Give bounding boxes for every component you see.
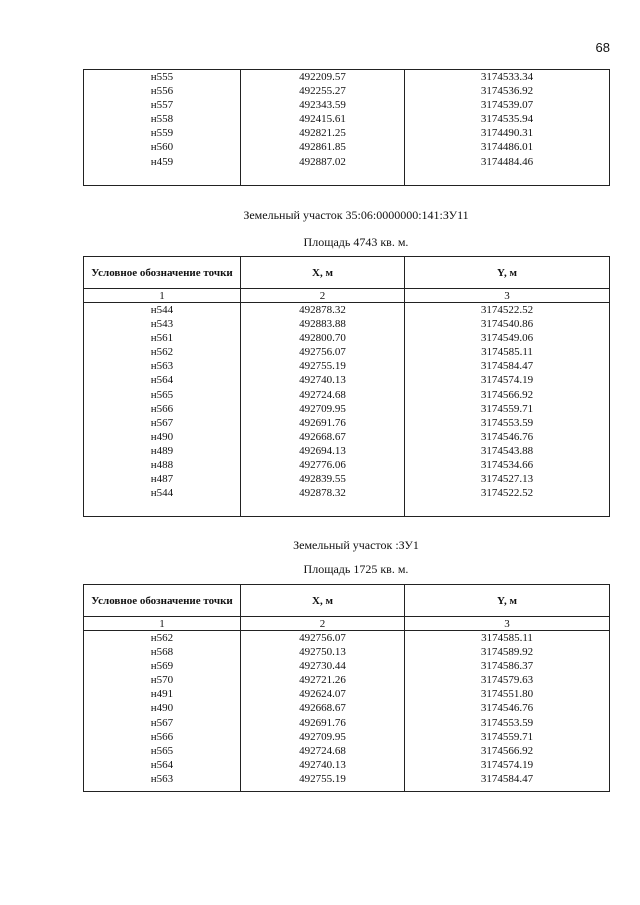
point-name: н487 <box>150 473 174 486</box>
y-value: 3174584.47 <box>480 772 534 785</box>
x-value: 492730.44 <box>299 660 346 673</box>
point-name-column <box>84 70 241 186</box>
point-name: н543 <box>150 318 174 331</box>
y-value: 3174546.76 <box>480 430 534 443</box>
point-name: н569 <box>150 660 174 673</box>
y-value: 3174559.71 <box>480 730 534 743</box>
point-name: н490 <box>150 702 174 715</box>
point-name: н544 <box>150 487 174 500</box>
column-index: 3 <box>405 289 610 303</box>
column-index: 2 <box>241 289 405 303</box>
point-name: н568 <box>150 646 174 659</box>
y-value: 3174551.80 <box>480 688 534 701</box>
point-name: н560 <box>150 141 174 154</box>
y-value: 3174527.13 <box>480 473 534 486</box>
column-index: 2 <box>241 617 405 631</box>
x-value: 492691.76 <box>299 716 346 729</box>
point-name: н556 <box>150 85 174 98</box>
x-value: 492709.95 <box>299 402 346 415</box>
y-value: 3174589.92 <box>480 646 534 659</box>
point-name: н562 <box>150 632 174 644</box>
point-name: н566 <box>150 730 174 743</box>
y-value: 3174490.31 <box>480 127 534 140</box>
y-value: 3174539.07 <box>480 99 534 112</box>
y-value: 3174585.11 <box>481 632 533 644</box>
x-value: 492878.32 <box>299 487 346 500</box>
x-value: 492883.88 <box>299 318 346 331</box>
plot-area: Площадь 1725 кв. м. <box>303 562 409 576</box>
header-point-name: Условное обозначение точки <box>84 257 241 289</box>
point-name: н562 <box>150 346 174 359</box>
x-column <box>241 303 405 517</box>
point-name: н561 <box>150 332 174 345</box>
x-value: 492724.68 <box>299 744 346 757</box>
y-value: 3174522.52 <box>480 304 534 316</box>
x-value: 492800.70 <box>299 332 346 345</box>
coordinates-table-zu11 <box>83 256 610 517</box>
x-value: 492756.07 <box>299 632 346 644</box>
point-name: н563 <box>150 360 174 373</box>
point-name: н488 <box>150 459 174 472</box>
x-value: 492724.68 <box>299 388 346 401</box>
column-index: 1 <box>84 289 241 303</box>
y-value: 3174543.88 <box>480 444 534 457</box>
point-name: н567 <box>150 416 174 429</box>
point-name: н565 <box>150 388 174 401</box>
y-column <box>405 303 610 517</box>
y-value: 3174484.46 <box>480 155 534 168</box>
y-value: 3174585.11 <box>481 346 533 359</box>
x-value: 492861.85 <box>299 141 346 154</box>
point-name: н567 <box>150 716 174 729</box>
y-value: 3174534.66 <box>480 459 534 472</box>
y-value: 3174586.37 <box>480 660 534 673</box>
x-value: 492776.06 <box>299 459 346 472</box>
x-value: 492255.27 <box>299 85 346 98</box>
header-y: Y, м <box>405 585 610 617</box>
x-value: 492415.61 <box>299 113 346 126</box>
x-value: 492755.19 <box>299 772 346 785</box>
x-value: 492721.26 <box>299 674 346 687</box>
point-name: н459 <box>150 155 174 168</box>
y-value: 3174574.19 <box>480 374 534 387</box>
x-value: 492624.07 <box>299 688 346 701</box>
y-value: 3174535.94 <box>480 113 534 126</box>
x-value: 492668.67 <box>299 430 346 443</box>
point-name: н491 <box>150 688 174 701</box>
point-name-column <box>84 631 241 792</box>
x-value: 492750.13 <box>299 646 346 659</box>
y-value: 3174574.19 <box>480 758 534 771</box>
x-value: 492209.57 <box>299 71 346 83</box>
coordinates-table-zu1 <box>83 584 610 792</box>
point-name: н489 <box>150 444 174 457</box>
point-name: н555 <box>150 71 174 83</box>
x-value: 492755.19 <box>299 360 346 373</box>
y-value: 3174536.92 <box>480 85 534 98</box>
point-name: н570 <box>150 674 174 687</box>
plot-area: Площадь 4743 кв. м. <box>303 235 409 249</box>
point-name: н564 <box>150 374 174 387</box>
y-value: 3174553.59 <box>480 416 534 429</box>
header-x: X, м <box>241 257 405 289</box>
point-name: н564 <box>150 758 174 771</box>
x-column <box>241 70 405 186</box>
point-name: н557 <box>150 99 174 112</box>
x-value: 492878.32 <box>299 304 346 316</box>
plot-title: Земельный участок 35:06:0000000:141:ЗУ11 <box>243 208 469 222</box>
y-value: 3174486.01 <box>480 141 534 154</box>
x-value: 492756.07 <box>299 346 346 359</box>
plot-title: Земельный участок :ЗУ1 <box>293 538 419 552</box>
y-value: 3174549.06 <box>480 332 534 345</box>
page-number: 68 <box>595 40 610 55</box>
point-name: н558 <box>150 113 174 126</box>
y-value: 3174566.92 <box>480 388 534 401</box>
point-name: н559 <box>150 127 174 140</box>
coordinates-table-continued <box>83 69 610 186</box>
point-name: н544 <box>150 304 174 316</box>
x-value: 492740.13 <box>299 758 346 771</box>
y-value: 3174522.52 <box>480 487 534 500</box>
y-value: 3174533.34 <box>480 71 534 83</box>
y-value: 3174553.59 <box>480 716 534 729</box>
y-value: 3174546.76 <box>480 702 534 715</box>
x-value: 492709.95 <box>299 730 346 743</box>
x-value: 492694.13 <box>299 444 346 457</box>
x-value: 492839.55 <box>299 473 346 486</box>
column-index: 3 <box>405 617 610 631</box>
y-column <box>405 70 610 186</box>
y-value: 3174566.92 <box>480 744 534 757</box>
y-value: 3174579.63 <box>480 674 534 687</box>
x-value: 492343.59 <box>299 99 346 112</box>
point-name: н563 <box>150 772 174 785</box>
header-point-name: Условное обозначение точки <box>84 585 241 617</box>
y-value: 3174584.47 <box>480 360 534 373</box>
column-index: 1 <box>84 617 241 631</box>
y-column <box>405 631 610 792</box>
x-value: 492887.02 <box>299 155 346 168</box>
header-y: Y, м <box>405 257 610 289</box>
y-value: 3174559.71 <box>480 402 534 415</box>
point-name: н566 <box>150 402 174 415</box>
point-name: н565 <box>150 744 174 757</box>
point-name-column <box>84 303 241 517</box>
x-value: 492668.67 <box>299 702 346 715</box>
x-value: 492740.13 <box>299 374 346 387</box>
y-value: 3174540.86 <box>480 318 534 331</box>
point-name: н490 <box>150 430 174 443</box>
x-column <box>241 631 405 792</box>
header-x: X, м <box>241 585 405 617</box>
x-value: 492691.76 <box>299 416 346 429</box>
x-value: 492821.25 <box>299 127 346 140</box>
